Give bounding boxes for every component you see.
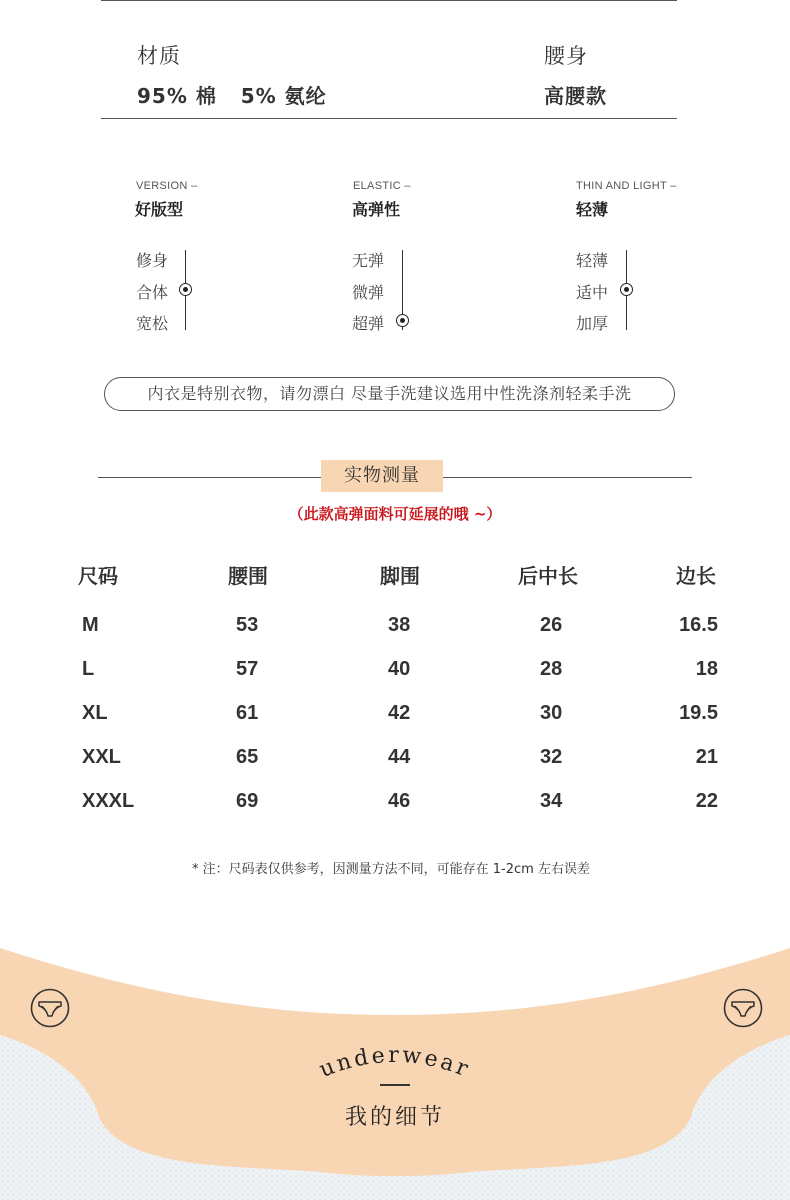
- table-cell: 57: [236, 658, 259, 680]
- scale-option: 加厚: [576, 314, 609, 333]
- table-cell: 38: [388, 614, 411, 636]
- table-cell: XXL: [82, 746, 121, 768]
- table-cell: 21: [695, 746, 718, 768]
- measure-title-badge: 实物测量: [321, 460, 443, 492]
- size-footnote: * 注：尺码表仅供参考，因测量方法不同，可能存在 1-2cm 左右误差: [192, 862, 590, 877]
- scale-option: 轻薄: [576, 251, 609, 270]
- scale-title: 高弹性: [352, 200, 401, 219]
- measure-divider-left: [98, 477, 321, 478]
- scale-option: 适中: [576, 283, 609, 302]
- waist-value: 高腰款: [544, 84, 607, 108]
- scale-en-label: THIN AND LIGHT –: [576, 180, 677, 192]
- table-cell: 69: [236, 790, 259, 812]
- table-header-back-length: 后中长: [518, 564, 578, 588]
- svg-text:underwear: [316, 1043, 474, 1083]
- table-header-side-length: 边长: [676, 564, 716, 588]
- table-cell: 32: [540, 746, 563, 768]
- scale-option: 合体: [136, 283, 169, 302]
- scale-en-label: VERSION –: [136, 180, 198, 192]
- table-cell: 65: [236, 746, 259, 768]
- scale-option: 修身: [136, 251, 169, 270]
- tagline-text: underwear: [316, 1042, 475, 1083]
- details-tagline: [295, 1030, 495, 1090]
- table-cell: L: [82, 658, 95, 680]
- table-cell: 44: [388, 746, 411, 768]
- care-instructions: 内衣是特别衣物，请勿漂白 尽量手洗建议选用中性洗涤剂轻柔手洗: [104, 377, 675, 411]
- table-cell: 19.5: [679, 702, 718, 724]
- scale-indicator-dot: [179, 283, 192, 296]
- underwear-icon: [30, 988, 70, 1028]
- table-cell: 30: [540, 702, 563, 724]
- table-cell: XL: [82, 702, 108, 724]
- table-header-size: 尺码: [78, 564, 118, 588]
- table-cell: 53: [236, 614, 259, 636]
- material-label: 材质: [137, 44, 181, 68]
- table-cell: 26: [540, 614, 563, 636]
- table-cell: XXXL: [82, 790, 135, 812]
- table-cell: 22: [695, 790, 718, 812]
- measure-divider-right: [443, 477, 692, 478]
- scale-option: 微弹: [352, 283, 385, 302]
- table-cell: 61: [236, 702, 259, 724]
- scale-indicator-dot: [620, 283, 633, 296]
- table-cell: 34: [540, 790, 563, 812]
- table-cell: 42: [388, 702, 411, 724]
- scale-en-label: ELASTIC –: [353, 180, 411, 192]
- table-header-leg: 脚围: [380, 564, 420, 588]
- table-cell: 18: [695, 658, 718, 680]
- table-header-waist: 腰围: [228, 564, 268, 588]
- scale-title: 轻薄: [576, 200, 609, 219]
- table-cell: 16.5: [679, 614, 718, 636]
- scale-option: 无弹: [352, 251, 385, 270]
- underwear-icon: [723, 988, 763, 1028]
- scale-indicator-dot: [396, 314, 409, 327]
- top-divider: [101, 0, 677, 1]
- scale-title: 好版型: [135, 200, 184, 219]
- table-cell: M: [82, 614, 99, 636]
- scale-option: 宽松: [136, 314, 169, 333]
- table-cell: 28: [540, 658, 563, 680]
- table-cell: 46: [388, 790, 411, 812]
- waist-label: 腰身: [544, 44, 588, 68]
- spec-bottom-divider: [101, 118, 677, 119]
- stretch-note: （此款高弹面料可延展的哦 ~）: [288, 505, 502, 523]
- scale-option: 超弹: [352, 314, 385, 333]
- details-title: 我的细节: [344, 1105, 445, 1130]
- tagline-underline: [380, 1084, 410, 1086]
- material-value: 95% 棉 5% 氨纶: [137, 84, 327, 108]
- table-cell: 40: [388, 658, 411, 680]
